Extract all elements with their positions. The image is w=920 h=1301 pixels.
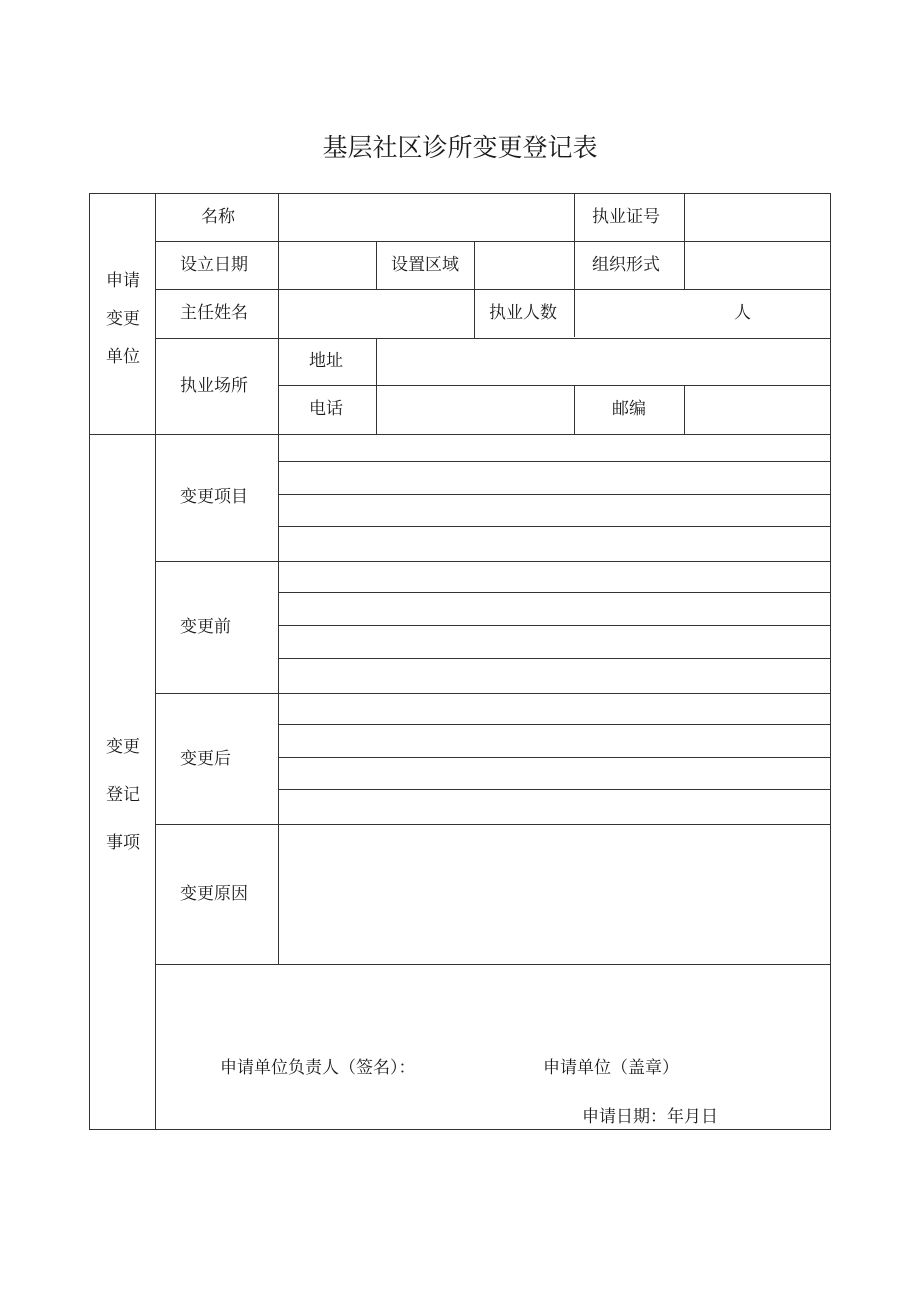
phone-field[interactable] — [377, 386, 574, 434]
phone-label: 电话 — [309, 399, 343, 419]
application-date-label: 申请日期：年月日 — [582, 1107, 718, 1127]
change-items-label: 变更项目 — [180, 487, 248, 507]
signer-label: 申请单位负责人（签名）： — [220, 1058, 416, 1078]
director-label: 主任姓名 — [180, 303, 248, 323]
staff-count-field[interactable] — [575, 290, 830, 338]
name-label: 名称 — [201, 207, 235, 227]
staff-unit-label: 人 — [734, 303, 751, 323]
before-change-label: 变更前 — [180, 617, 231, 637]
premises-label: 执业场所 — [180, 376, 248, 396]
postcode-field[interactable] — [685, 386, 830, 434]
established-date-label: 设立日期 — [180, 255, 248, 275]
license-no-field[interactable] — [685, 194, 830, 241]
address-label: 地址 — [309, 351, 343, 371]
director-field[interactable] — [279, 290, 474, 338]
after-change-field[interactable] — [279, 694, 830, 824]
name-field[interactable] — [279, 194, 574, 241]
change-reason-field[interactable] — [279, 825, 830, 964]
org-form-field[interactable] — [685, 242, 830, 289]
license-no-label: 执业证号 — [592, 207, 660, 227]
org-form-label: 组织形式 — [592, 255, 660, 275]
established-date-field[interactable] — [279, 242, 376, 289]
stamp-label: 申请单位（盖章） — [543, 1058, 679, 1078]
before-change-field[interactable] — [279, 562, 830, 693]
postcode-label: 邮编 — [612, 399, 646, 419]
change-items-field[interactable] — [279, 435, 830, 561]
area-field[interactable] — [475, 242, 574, 289]
change-registration-group-label: 变更 登记 事项 — [106, 737, 140, 853]
applicant-unit-group-label: 申请 变更 单位 — [106, 271, 140, 367]
area-label: 设置区域 — [391, 255, 459, 275]
staff-count-label: 执业人数 — [489, 303, 557, 323]
address-field[interactable] — [377, 339, 830, 385]
page-title: 基层社区诊所变更登记表 — [322, 133, 598, 162]
after-change-label: 变更后 — [180, 749, 231, 769]
change-reason-label: 变更原因 — [180, 884, 248, 904]
